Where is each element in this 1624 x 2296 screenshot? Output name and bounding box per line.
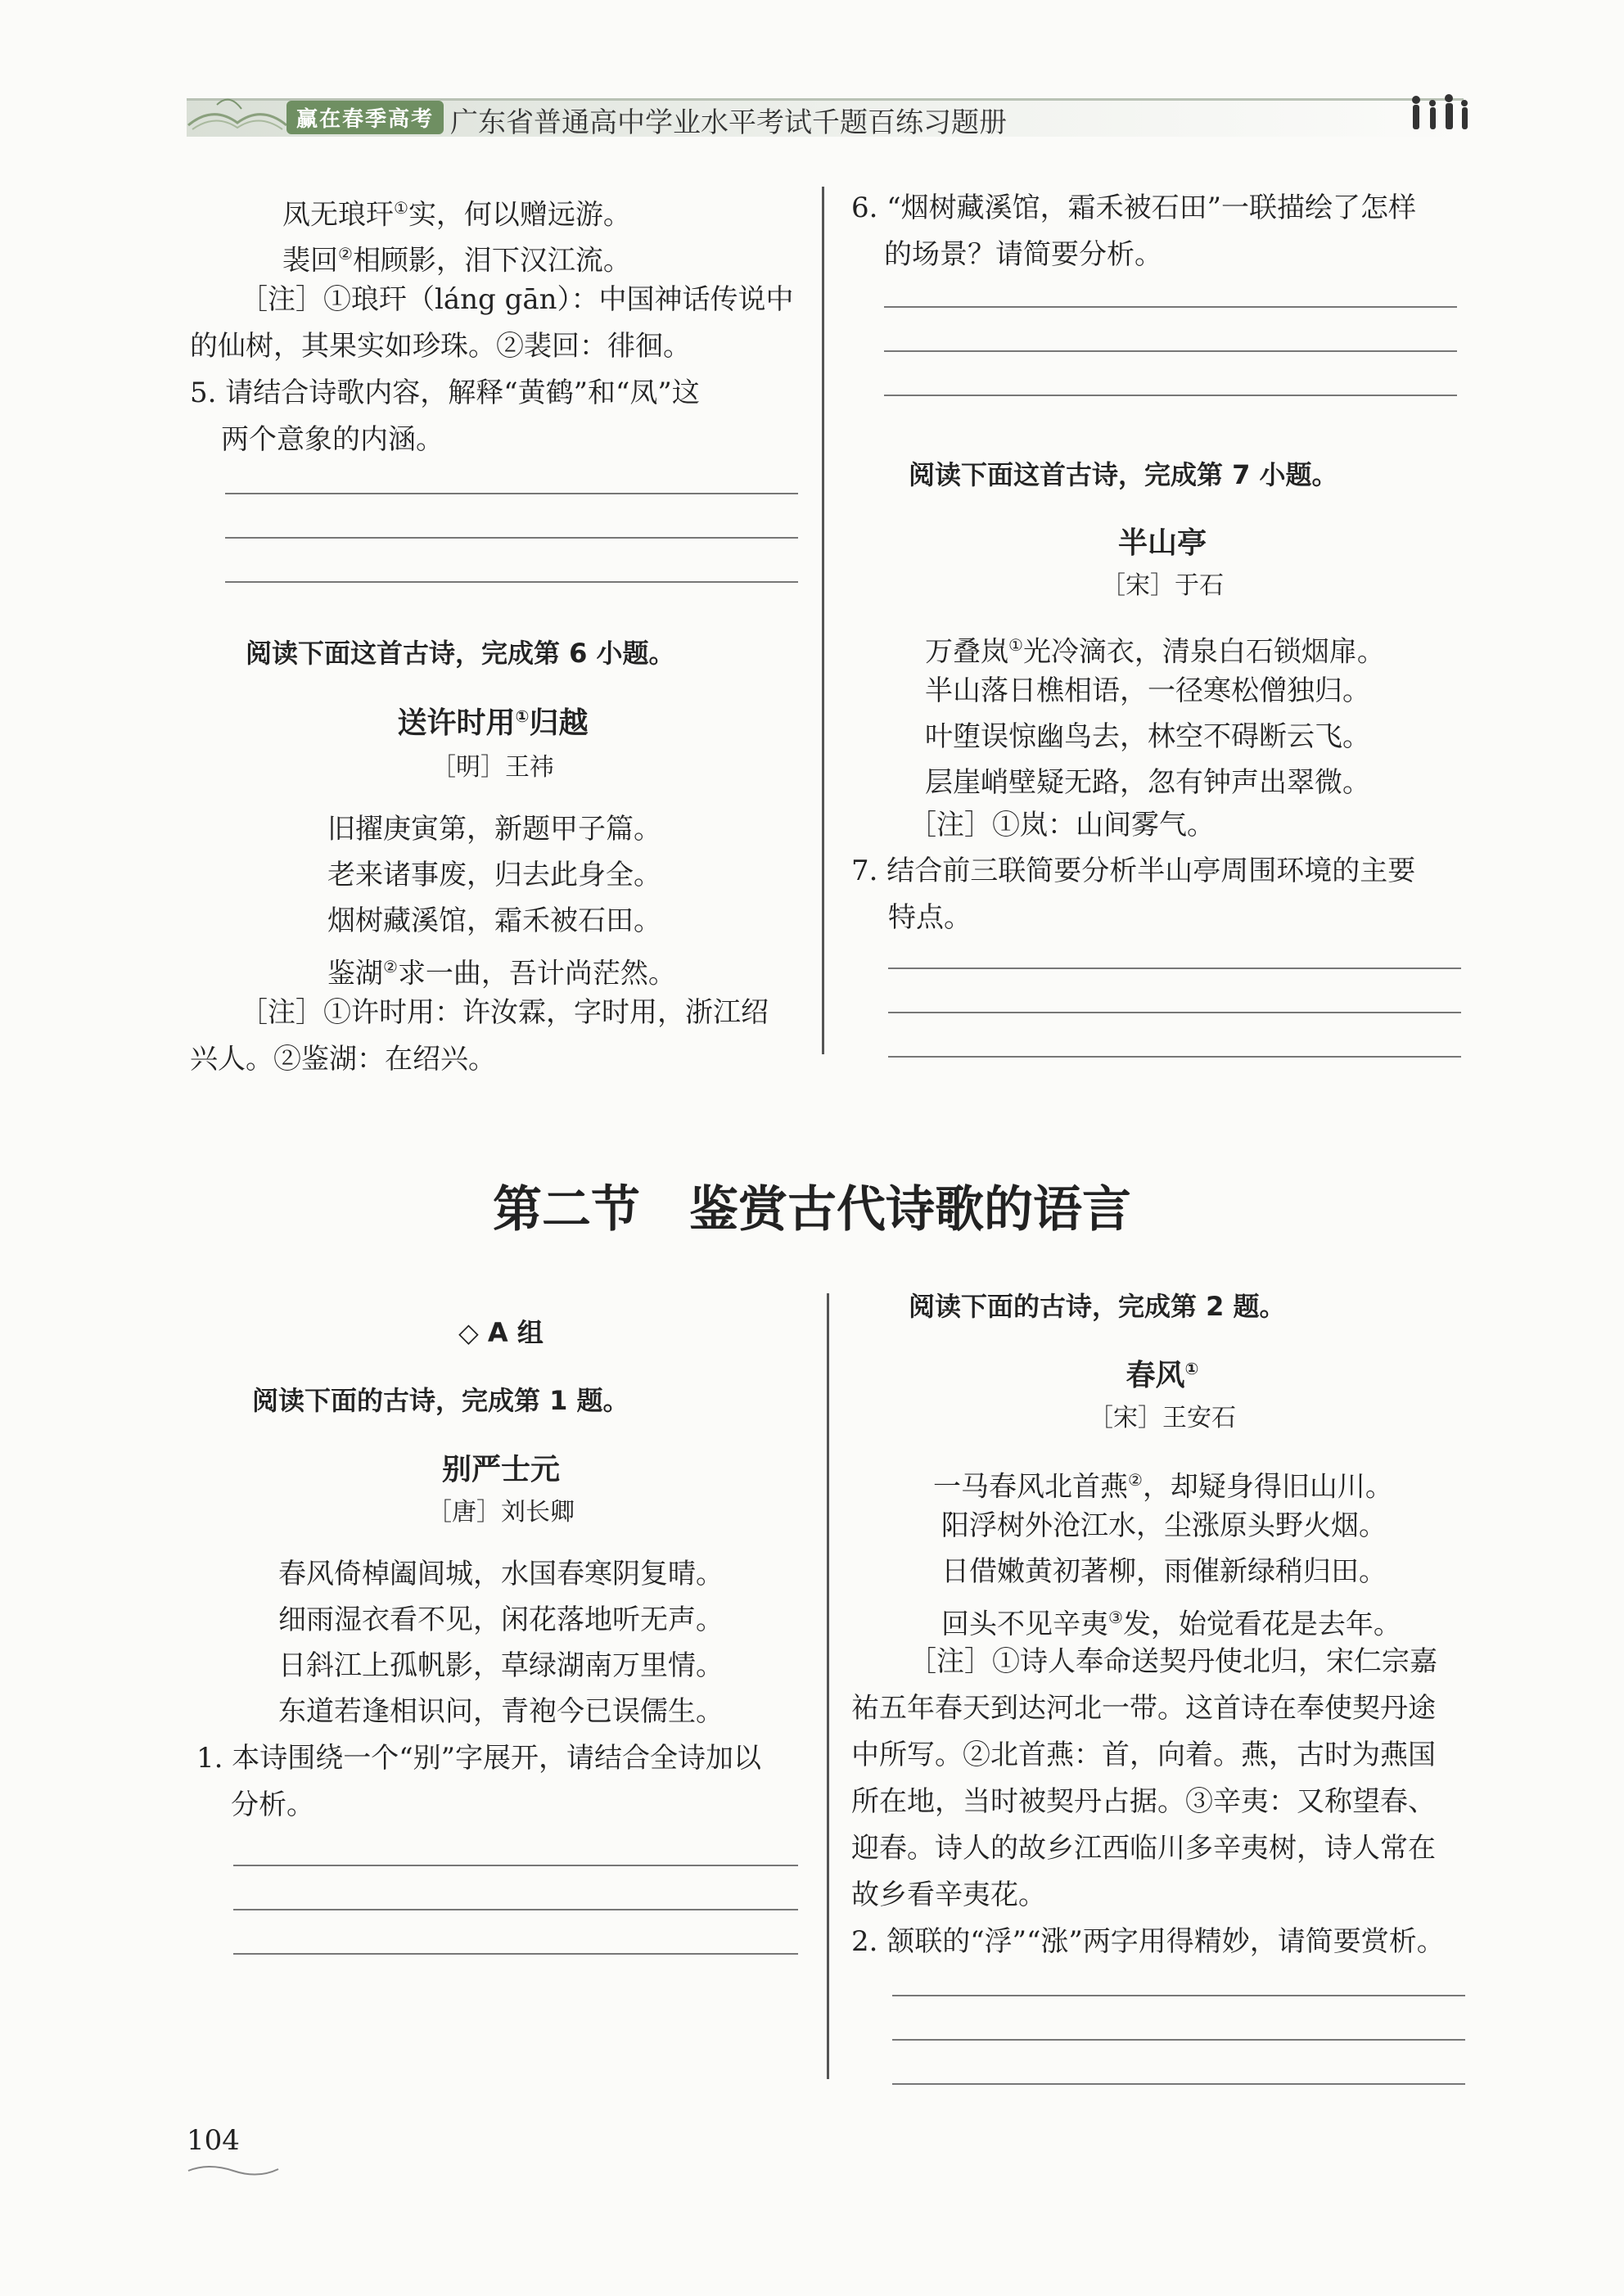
poem-text: 旧擢庚寅第，新题甲子篇。: [327, 813, 661, 846]
poem-title: [851, 1352, 1473, 1394]
poem-line: 东道若逢相识问，青袍今已误儒生。: [278, 1695, 724, 1728]
answer-line[interactable]: [892, 2039, 1465, 2041]
answer-line[interactable]: [225, 493, 798, 494]
note-line: 中所写。②北首燕：首，向着。燕，古时为燕国: [851, 1739, 1436, 1771]
poem-text: 裴回: [282, 244, 338, 277]
poem-line: [327, 944, 676, 996]
page-number: 104: [187, 2124, 240, 2157]
people-icon: [1404, 92, 1477, 134]
footnote-mark: ②: [383, 957, 398, 977]
question-5: 5. 请结合诗歌内容，解释“黄鹤”和“凤”这: [190, 377, 700, 409]
ornament-icon: [184, 2161, 282, 2177]
poem-title-text: 归越: [529, 706, 589, 740]
poem-text: 阳浮树外沧江水，尘涨原头野火烟。: [941, 1509, 1387, 1542]
poem-text: 凤无琅玕: [282, 198, 394, 232]
poem-line: 日斜江上孤帆影，草绿湖南万里情。: [278, 1649, 724, 1682]
answer-line[interactable]: [233, 1953, 798, 1955]
poem-line: 细雨湿衣看不见，闲花落地听无声。: [278, 1604, 724, 1636]
answer-line[interactable]: [884, 350, 1457, 352]
poem-line: 春风倚棹阖闾城，水国春寒阴复晴。: [278, 1558, 724, 1590]
poem-line: [327, 806, 661, 852]
note-line: ［注］①岚：山间雾气。: [909, 809, 1215, 841]
poem-line: [941, 1503, 1387, 1549]
note-line: 的仙树，其果实如珍珠。②裴回：徘徊。: [190, 330, 691, 363]
header-title: 广东省普通高中学业水平考试千题百练习题册: [450, 106, 1007, 139]
footnote-mark: ③: [1108, 1608, 1123, 1627]
poem-text: 求一曲，吾计尚茫然。: [397, 957, 676, 990]
poem-line: [282, 231, 631, 283]
footnote-mark: ①: [394, 198, 408, 218]
poem-line: [925, 714, 1370, 760]
column-divider-top: [822, 187, 824, 1054]
poem-title: [190, 700, 796, 742]
question-7: 7. 结合前三联简要分析半山亭周围环境的主要: [851, 855, 1416, 887]
group-label: ◇ A 组: [458, 1317, 544, 1348]
poem-author: ［宋］王安石: [1089, 1404, 1236, 1432]
answer-line[interactable]: [888, 968, 1461, 969]
note-line: 所在地，当时被契丹占据。③辛夷：又称望春、: [851, 1785, 1436, 1818]
poem-text: 层崖峭壁疑无路，忽有钟声出翠微。: [925, 766, 1370, 799]
answer-line[interactable]: [225, 537, 798, 539]
instruction-2: 阅读下面的古诗，完成第 2 题。: [909, 1291, 1286, 1322]
poem-author: ［宋］于石: [1101, 571, 1224, 600]
poem-line: [925, 622, 1385, 674]
question-7-cont: 特点。: [888, 901, 972, 934]
poem-text: 万叠岚: [925, 635, 1008, 669]
note-line: 故乡看辛夷花。: [851, 1879, 1046, 1911]
answer-line[interactable]: [888, 1056, 1461, 1058]
note-line: 兴人。②鉴湖：在绍兴。: [190, 1043, 496, 1076]
answer-line[interactable]: [892, 2083, 1465, 2085]
question-6: 6. “烟树藏溪馆，霜禾被石田”一联描绘了怎样: [851, 192, 1417, 224]
footnote-mark: ①: [515, 706, 530, 726]
instruction-1: 阅读下面的古诗，完成第 1 题。: [252, 1385, 629, 1416]
poem-line: [327, 852, 661, 898]
question-6-cont: 的场景？请简要分析。: [884, 238, 1162, 271]
poem-text: 半山落日樵相语，一径寒松僧独归。: [925, 674, 1370, 707]
poem-text: 光冷滴衣，清泉白石锁烟扉。: [1022, 635, 1385, 669]
poem-title: 别严士元: [441, 1453, 560, 1486]
column-divider-bottom: [827, 1293, 829, 2079]
answer-line[interactable]: [225, 581, 798, 583]
footnote-mark: ①: [1008, 635, 1023, 655]
poem-text: ，却疑身得旧山川。: [1142, 1470, 1393, 1504]
poem-author: ［唐］刘长卿: [427, 1498, 575, 1527]
poem-line: [933, 1457, 1393, 1509]
instruction-7: 阅读下面这首古诗，完成第 7 小题。: [909, 459, 1338, 490]
poem-line: [925, 668, 1370, 714]
poem-text: 烟树藏溪馆，霜禾被石田。: [327, 904, 661, 937]
note-line: ［注］①琅玕（láng gān）：中国神话传说中: [240, 283, 794, 316]
answer-line[interactable]: [884, 306, 1457, 308]
poem-text: 叶堕误惊幽鸟去，林空不碍断云飞。: [925, 720, 1370, 753]
poem-text: 一马春风北首燕: [933, 1470, 1128, 1504]
question-1: 1. 本诗围绕一个“别”字展开，请结合全诗加以: [196, 1742, 762, 1775]
poem-text: 相顾影，泪下汉江流。: [352, 244, 631, 277]
poem-title: 半山亭: [1117, 526, 1207, 560]
note-line: 迎春。诗人的故乡江西临川多辛夷树，诗人常在: [851, 1832, 1436, 1865]
note-line: 祐五年春天到达河北一带。这首诗在奉使契丹途: [851, 1692, 1436, 1725]
question-5-cont: 两个意象的内涵。: [221, 423, 444, 456]
answer-line[interactable]: [888, 1012, 1461, 1013]
poem-line: [282, 185, 631, 237]
question-2: 2. 颔联的“浮”“涨”两字用得精妙，请简要赏析。: [851, 1925, 1445, 1958]
poem-line: [925, 760, 1370, 805]
section-title: 第二节 鉴赏古代诗歌的语言: [493, 1181, 1131, 1238]
poem-text: 发，始觉看花是去年。: [1122, 1608, 1401, 1641]
poem-text: 日借嫩黄初著柳，雨催新绿稍归田。: [941, 1555, 1387, 1588]
answer-line[interactable]: [233, 1865, 798, 1866]
poem-title-text: 春风: [1126, 1359, 1185, 1392]
note-line: ［注］①许时用：许汝霖，字时用，浙江绍: [240, 996, 769, 1029]
answer-line[interactable]: [884, 395, 1457, 396]
instruction-6: 阅读下面这首古诗，完成第 6 小题。: [246, 638, 675, 669]
poem-text: 老来诸事废，归去此身全。: [327, 859, 661, 891]
poem-line: [941, 1549, 1387, 1595]
footnote-mark: ②: [1128, 1470, 1143, 1490]
footnote-mark: ①: [1184, 1359, 1199, 1378]
poem-author: ［明］王祎: [431, 753, 554, 782]
footnote-mark: ②: [338, 244, 353, 264]
note-line: ［注］①诗人奉命送契丹使北归，宋仁宗嘉: [909, 1645, 1437, 1678]
header-series: 赢在春季高考: [286, 101, 444, 134]
answer-line[interactable]: [892, 1995, 1465, 1996]
poem-line: [327, 898, 661, 944]
poem-title-text: 送许时用: [397, 706, 516, 740]
open-book-icon: [184, 88, 291, 138]
answer-line[interactable]: [233, 1909, 798, 1910]
poem-text: 实，何以赠远游。: [408, 198, 631, 232]
question-1-cont: 分析。: [231, 1789, 314, 1821]
poem-text: 鉴湖: [327, 957, 383, 990]
poem-text: 回头不见辛夷: [941, 1608, 1108, 1641]
